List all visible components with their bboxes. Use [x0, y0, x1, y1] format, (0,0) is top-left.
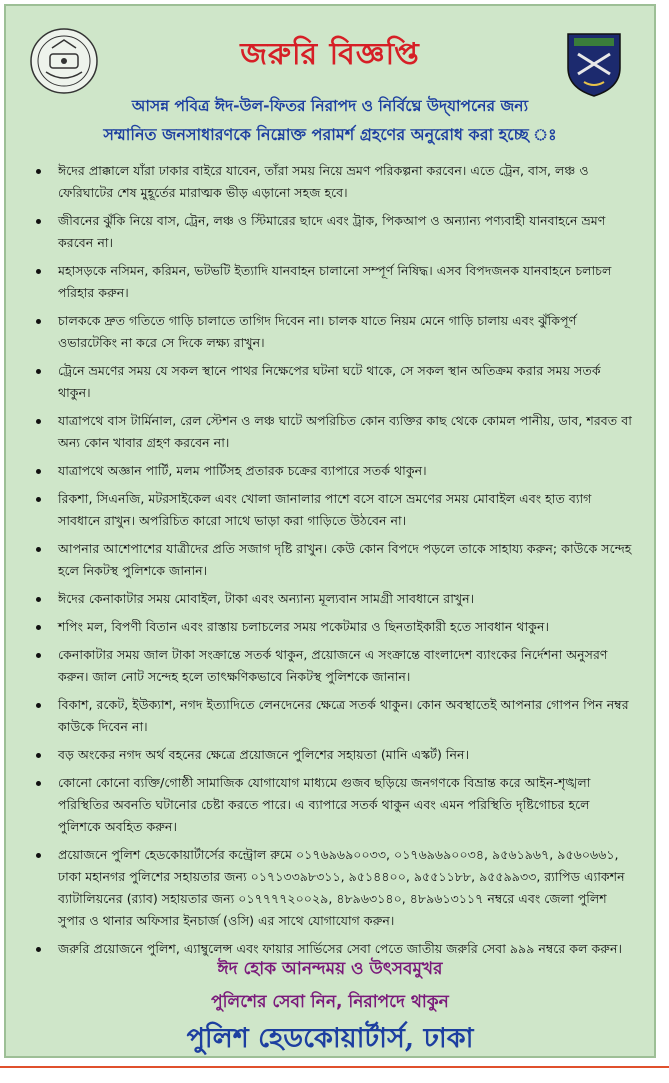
bullet-icon	[36, 269, 41, 274]
advice-item: ঈদের কেনাকাটার সময় মোবাইল, টাকা এবং অন্যান্য মূল্যবান সামগ্রী সাবধানে রাখুন।	[6, 588, 654, 610]
advice-item: কেনাকাটার সময় জাল টাকা সংক্রান্তে সতর্ক থাকুন, প্রয়োজনে এ সংক্রান্তে বাংলাদেশ ব্যাংকের নির্দেশনা অনুসরণ করুন। জাল নোট সন্দেহ হলে তাৎক্ষণিকভাবে নিকটস্থ পুলিশকে জানান।	[6, 644, 654, 688]
advice-item: কোনো কোনো ব্যক্তি/গোষ্ঠী সামাজিক যোগাযোগ মাধ্যমে গুজব ছড়িয়ে জনগণকে বিভ্রান্ত করে আইন-শৃঙ্খলা পরিস্থিতির অবনতি ঘটানোর চেষ্টা করতে পারে। এ ব্যাপারে সতর্ক থাকুন এবং এমন পরিস্থিতি দৃষ্টিগোচর হলে পুলিশকে অবহিত করুন।	[6, 772, 654, 838]
advice-item: রিকশা, সিএনজি, মটরসাইকেল এবং খোলা জানালার পাশে বসে বাসে ভ্রমণের সময় মোবাইল এবং হাত ব্যাগ সাবধানে রাখুন। অপরিচিত কারো সাথে ভাড়া করা গাড়িতে উঠবেন না।	[6, 488, 654, 532]
advice-item: ট্রেনে ভ্রমণের সময় যে সকল স্থানে পাথর নিক্ষেপের ঘটনা ঘটে থাকে, সে সকল স্থান অতিক্রম করার সময় সতর্ক থাকুন।	[6, 360, 654, 404]
notice-board	[4, 4, 656, 1058]
issuer-name: পুলিশ হেডকোয়ার্টার্স, ঢাকা	[186, 1023, 474, 1054]
bullet-icon	[36, 419, 41, 424]
bullet-icon	[36, 947, 41, 952]
bullet-icon	[36, 853, 41, 858]
police-slogan: পুলিশের সেবা নিন, নিরাপদে থাকুন	[211, 992, 449, 1012]
advice-item: জীবনের ঝুঁকি নিয়ে বাস, ট্রেন, লঞ্চ ও স্টিমারের ছাদে এবং ট্রাক, পিকআপ ও অন্যান্য পণ্যবাহী যানবাহনে ভ্রমণ করবেন না।	[6, 210, 654, 254]
notice-title: জরুরি বিজ্ঞপ্তি	[240, 37, 420, 72]
bullet-icon	[36, 781, 41, 786]
bullet-icon	[36, 653, 41, 658]
advice-list	[6, 160, 654, 966]
bullet-icon	[36, 703, 41, 708]
bullet-icon	[36, 369, 41, 374]
notice-subtitle: আসন্ন পবিত্র ঈদ-উল-ফিতর নিরাপদ ও নির্বিঘ্নে উদ্‌যাপনের জন্য	[131, 97, 529, 115]
bullet-icon	[36, 319, 41, 324]
bullet-icon	[36, 597, 41, 602]
bullet-icon	[36, 547, 41, 552]
notice-subtitle-request: সম্মানিত জনসাধারণকে নিম্নোক্ত পরামর্শ গ্রহণের অনুরোধ করা হচ্ছে ঃ	[103, 125, 557, 144]
bullet-icon	[36, 169, 41, 174]
bottom-divider	[0, 1066, 669, 1068]
notice-header	[6, 6, 654, 154]
advice-item: ঈদের প্রাক্কালে যাঁরা ঢাকার বাইরে যাবেন, তাঁরা সময় নিয়ে ভ্রমণ পরিকল্পনা করবেন। এতে ট্রেন, বাস, লঞ্চ ও ফেরিঘাটের শেষ মুহূর্তের মারাত্মক ভীড় এড়ানো সহজ হবে।	[6, 160, 654, 204]
bullet-icon	[36, 219, 41, 224]
advice-item: যাত্রাপথে বাস টার্মিনাল, রেল স্টেশন ও লঞ্চ ঘাটে অপরিচিত কোন ব্যক্তির কাছ থেকে কোমল পানীয়, ডাব, শরবত বা অন্য কোন খাবার গ্রহণ করবেন না।	[6, 410, 654, 454]
advice-item: শপিং মল, বিপণী বিতান এবং রাস্তায় চলাচলের সময় পকেটমার ও ছিনতাইকারী হতে সাবধান থাকুন।	[6, 616, 654, 638]
bullet-icon	[36, 469, 41, 474]
advice-item: চালককে দ্রুত গতিতে গাড়ি চালাতে তাগিদ দিবেন না। চালক যাতে নিয়ম মেনে গাড়ি চালায় এবং ঝুঁকিপূর্ণ ওভারটেকিং না করে সে দিকে লক্ষ্য রাখুন।	[6, 310, 654, 354]
advice-item: জরুরি প্রয়োজনে পুলিশ, এ্যাম্বুলেন্স এবং ফায়ার সার্ভিসের সেবা পেতে জাতীয় জরুরি সেবা ৯৯৯ নম্বরে কল করুন।	[6, 938, 654, 960]
advice-item: বিকাশ, রকেট, ইউক্যাশ, নগদ ইত্যাদিতে লেনদেনের ক্ষেত্রে সতর্ক থাকুন। কোন অবস্থাতেই আপনার গোপন পিন নম্বর কাউকে দিবেন না।	[6, 694, 654, 738]
rab-shield-icon	[564, 30, 624, 98]
advice-item: যাত্রাপথে অজ্ঞান পার্টি, মলম পার্টিসহ প্রতারক চক্রের ব্যাপারে সতর্ক থাকুন।	[6, 460, 654, 482]
bullet-icon	[36, 497, 41, 502]
eid-greeting: ঈদ হোক আনন্দময় ও উৎসবমুখর	[217, 959, 443, 979]
advice-item: আপনার আশেপাশের যাত্রীদের প্রতি সজাগ দৃষ্টি রাখুন। কেউ কোন বিপদে পড়লে তাকে সাহায্য করুন; কাউকে সন্দেহ হলে নিকটস্থ পুলিশকে জানান।	[6, 538, 654, 582]
advice-item: প্রয়োজনে পুলিশ হেডকোয়ার্টার্সের কন্ট্রোল রুমে ০১৭৬৯৬৯০০৩৩, ০১৭৬৯৬৯০০৩৪, ৯৫৬১৯৬৭, ৯৫৬০৬৬১, ঢাকা মহানগর পুলিশের সহায়তার জন্য ০১৭১৩৩৯৮৩১১, ৯৫১৪৪০০, ৯৫৫১১৮৮, ৯৫৫৯৯৩৩, র‌্যাপিড এ্যাকশন ব্যাটালিয়নের (র‌্যাব) সহায়তার জন্য ০১৭৭৭৭২০০২৯, ৪৮৯৬৩১৪০, ৪৮৯৬১৩১১৭ নম্বরে এবং জেলা পুলিশ সুপার ও থানার অফিসার ইনচার্জ (ওসি) এর সাথে যোগাযোগ করুন।	[6, 844, 654, 932]
bullet-icon	[36, 625, 41, 630]
bullet-icon	[36, 753, 41, 758]
advice-item: বড় অংকের নগদ অর্থ বহনের ক্ষেত্রে প্রয়োজনে পুলিশের সহায়তা (মানি এস্কর্ট) নিন।	[6, 744, 654, 766]
advice-item: মহাসড়কে নসিমন, করিমন, ভটভটি ইত্যাদি যানবাহন চালানো সম্পূর্ণ নিষিদ্ধ। এসব বিপদজনক যানবাহনে চলাচল পরিহার করুন।	[6, 260, 654, 304]
